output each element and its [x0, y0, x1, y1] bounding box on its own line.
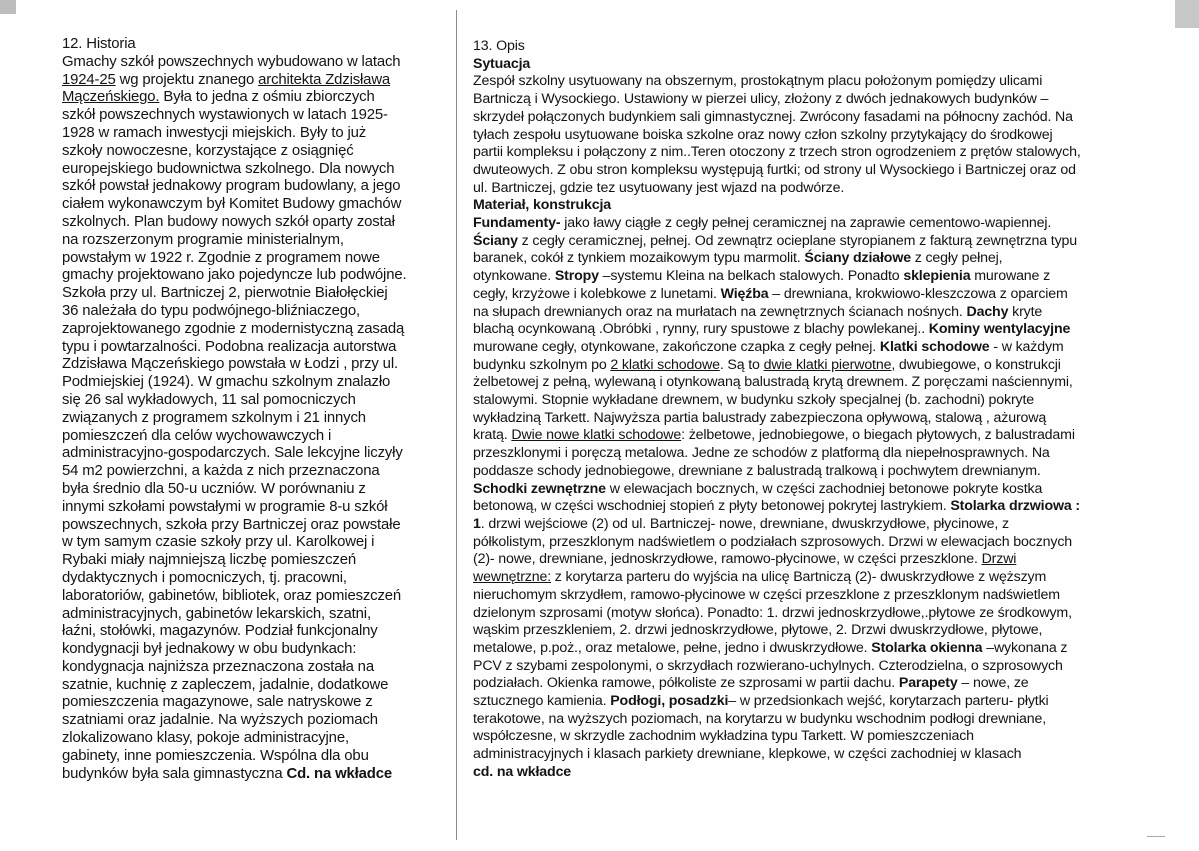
scan-mark	[1147, 828, 1165, 837]
text-segment: Bartniczą i Wysockiego. Ustawiony w pierzei ulicy, złożony z dwóch jednakowych budynków –	[473, 91, 1049, 108]
description-heading: 13. Opis	[473, 38, 525, 54]
text-line	[62, 392, 444, 410]
text-line	[62, 552, 444, 570]
history-section	[62, 36, 444, 783]
text-segment: przeszklonymi i poręczą metalowa. Jedne ze schodów z platformą dla niepełnosprawnych. Na	[473, 445, 1050, 462]
bold-term: Podłogi, posadzki	[610, 693, 729, 710]
text-line	[473, 357, 1163, 375]
text-segment: kratą.	[473, 427, 512, 444]
text-segment: administracyjnych, gabinetów lekarskich, szatni,	[62, 605, 371, 622]
text-segment: Gmachy szkół powszechnych wybudowano w latach	[62, 53, 401, 70]
text-line	[473, 764, 1163, 782]
text-segment: podziałach. Okienka ramowe, półkoliste ze szprosami w partii dachu.	[473, 675, 899, 692]
text-line	[62, 445, 444, 463]
bold-term: Ściany	[473, 232, 518, 249]
underlined-text: wewnętrzne:	[473, 569, 551, 586]
text-line	[473, 127, 1163, 145]
text-line	[62, 410, 444, 428]
text-segment: z cegły pełnej,	[910, 250, 1003, 267]
description-text	[473, 56, 1163, 782]
text-line	[62, 356, 444, 374]
text-segment: –wykonana z	[982, 639, 1068, 656]
text-segment: – nowe, ze	[957, 675, 1029, 692]
bold-term: Schodki zewnętrzne	[473, 480, 606, 497]
bold-term: Stolarka okienna	[871, 639, 983, 656]
text-segment: cegły, krzyżowe i kolebkowe z lunetami.	[473, 285, 721, 302]
text-segment: Podmiejskiej (1924). W gmachu szkolnym znalazło	[62, 374, 391, 391]
text-line	[473, 587, 1163, 605]
text-segment: szkół powstał jednakowy program budowlany, a jego	[62, 178, 401, 195]
text-segment: łaźni, stołówki, magazynów. Podział funkcjonalny	[62, 623, 378, 640]
text-segment: blachą ocynkowaną .Obróbki , rynny, rury spustowe z blachy powlekanej..	[473, 321, 929, 338]
bold-term: Cd. na wkładce	[286, 765, 392, 782]
text-segment: – drewniana, krokwiowo-kleszczowa z oparciem	[768, 285, 1068, 302]
text-segment: szatniami oraz jadalnie. Na wyższych poziomach	[62, 712, 378, 729]
text-line	[473, 427, 1163, 445]
text-segment: Rybaki miały najmniejszą liczbę pomieszczeń	[62, 552, 356, 569]
text-segment: z korytarza parteru do wyjścia na ulicę Bartniczą (2)- dwuskrzydłowe z węższym	[551, 569, 1047, 586]
text-line	[473, 658, 1163, 676]
text-segment: gabinety, inne pomieszczenia. Wspólna dla obu	[62, 747, 369, 764]
bold-term: Kominy wentylacyjne	[928, 321, 1071, 338]
text-line	[473, 728, 1163, 746]
text-segment: europejskiego budownictwa szkolnego. Dla nowych	[62, 160, 395, 177]
text-segment: skrzydeł połączonych budynkiem sali gimnastycznej. Zwrócony fasadami na północny zachód. Na	[473, 108, 1073, 125]
bold-term: Ściany działowe	[804, 250, 911, 267]
text-line	[473, 392, 1163, 410]
text-segment: wg projektu znanego	[115, 71, 259, 88]
text-line	[62, 570, 444, 588]
text-segment: żelbetowej z pełną, wylewaną i otynkowaną balustradą krytą drewnem. Z poręczami naściennymi,	[473, 374, 1073, 391]
text-segment: sztucznego kamienia.	[473, 693, 611, 710]
text-line	[62, 161, 444, 179]
scan-edge-shadow	[0, 0, 16, 14]
underlined-text: 1924-25	[62, 71, 116, 88]
text-line	[62, 125, 444, 143]
text-line	[62, 321, 444, 339]
text-line	[473, 339, 1163, 357]
text-segment: gmachy projektowano jako pojedyncze lub podwójne.	[62, 267, 407, 284]
text-line	[62, 54, 444, 72]
bold-term: Fundamenty-	[473, 215, 561, 232]
text-segment: na rozszerzonym programie ministerialnym,	[62, 231, 344, 248]
text-segment: . drzwi wejściowe (2) od ul. Bartniczej- nowe, drewniane, dwuskrzydłowe, płycinowe, z	[480, 515, 1009, 532]
text-segment: w elewacjach bocznych, w części zachodniej betonowe pokryte kostka	[605, 480, 1043, 497]
text-line	[62, 339, 444, 357]
text-segment: . Są to	[719, 356, 764, 373]
underlined-text: dwie klatki pierwotne,	[763, 356, 896, 373]
text-segment: –systemu Kleina na belkach stalowych. Ponadto	[598, 268, 904, 285]
text-segment: – w przedsionkach wejść, korytarzach parteru- płytki	[728, 693, 1049, 710]
text-line	[473, 640, 1163, 658]
text-line	[473, 268, 1163, 286]
text-segment: szatnie, kuchnię z zapleczem, jadalnie, dodatkowe	[62, 676, 389, 693]
text-line	[473, 534, 1163, 552]
text-segment: zaprojektowanego zgodnie z modernistyczną zasadą	[62, 320, 405, 337]
text-line	[473, 109, 1163, 127]
text-segment: Zdzisława Mączeńskiego powstała w Łodzi , przy ul.	[62, 356, 398, 373]
text-segment: murowane z	[970, 268, 1051, 285]
underlined-text: Dwie nowe klatki schodowe	[511, 427, 682, 444]
text-line	[62, 178, 444, 196]
text-segment: budynku szkolnym po	[473, 356, 611, 373]
text-line	[473, 233, 1163, 251]
text-line	[473, 162, 1163, 180]
text-segment: ciałem wykonawczym był Komitet Budowy gmachów	[62, 196, 402, 213]
text-line	[62, 694, 444, 712]
text-segment: Szkoła przy ul. Bartniczej 2, pierwotnie Białołęckiej	[62, 285, 388, 302]
text-line	[62, 285, 444, 303]
text-segment: się 26 sal wykładowych, 11 sal pomocniczych	[62, 391, 356, 408]
text-segment: zlokalizowano klasy, pokoje administracyjne,	[62, 730, 349, 747]
text-line	[62, 143, 444, 161]
text-segment: 54 m2 powierzchni, a każda z nich przeznaczona	[62, 463, 380, 480]
text-line	[473, 91, 1163, 109]
text-line	[62, 606, 444, 624]
history-heading: 12. Historia	[62, 36, 136, 52]
text-line	[473, 569, 1163, 587]
text-line	[62, 250, 444, 268]
text-line	[62, 712, 444, 730]
text-segment: typu i powtarzalności. Podobna realizacja autorstwa	[62, 338, 397, 355]
text-line	[473, 374, 1163, 392]
text-line	[473, 675, 1163, 693]
text-line	[62, 232, 444, 250]
text-line	[62, 107, 444, 125]
text-segment: dwuteowych. Z obu stron kompleksu występują furtki; od strony ul Wysockiego i Bartniczej oraz od	[473, 161, 1076, 178]
text-line	[473, 144, 1163, 162]
text-segment: powstałym w 1922 r. Zgodnie z programem nowe	[62, 249, 380, 266]
text-line	[473, 410, 1163, 428]
text-segment: 1928 w ramach inwestycji miejskich. Były to już	[62, 124, 367, 141]
text-line	[62, 89, 444, 107]
text-line	[62, 499, 444, 517]
text-segment: kondygnacja najniższa przeznaczona została na	[62, 658, 374, 675]
text-segment: : żelbetowe, jednobiegowe, o biegach płytowych, z balustradami	[681, 427, 1075, 444]
text-segment: baranek, cokół z tynkiem mozaikowym typu marmolit.	[473, 250, 805, 267]
underlined-text: Drzwi	[981, 551, 1017, 568]
text-segment: pomieszczeń dla celów wychowawczych i	[62, 427, 332, 444]
text-segment: kryte	[1008, 303, 1043, 320]
text-segment: metalowe, p.poż., oraz metalowe, pełne, jedno i dwuskrzydłowe.	[473, 639, 872, 656]
bold-term: Sytuacja	[473, 55, 531, 72]
text-line	[473, 180, 1163, 198]
text-segment: półkolistym, przeszklonym nadświetlem o podziałach szprosowych. Drzwi w elewacjach bocznych	[473, 533, 1073, 550]
text-segment: administracyjno-gospodarczych. Sale lekcyjne liczyły	[62, 445, 403, 462]
text-segment: tyłach zespołu usytuowane boiska szkolne oraz nowy człon szkolny przytykający do środkowej	[473, 126, 1053, 143]
text-segment: dydaktycznych i pomocniczych, tj. pracowni,	[62, 569, 347, 586]
text-line	[473, 445, 1163, 463]
text-line	[62, 303, 444, 321]
text-line	[62, 374, 444, 392]
text-line	[473, 304, 1163, 322]
text-segment: współczesne, w skrzydle zachodnim wykładzina typu Tarkett. W pomieszczeniach	[473, 728, 974, 745]
text-line	[473, 463, 1163, 481]
text-segment: dwubiegowe, o konstrukcji	[895, 356, 1061, 373]
text-segment: Była to jedna z ośmiu zbiorczych	[159, 89, 375, 106]
text-line	[62, 534, 444, 552]
bold-term: sklepienia	[903, 268, 971, 285]
text-line	[62, 641, 444, 659]
text-line	[473, 481, 1163, 499]
text-segment: wąskim przeszkleniem, 2. drzwi jednoskrzydłowe, płytowe, 2. Drzwi dwuskrzydłowe, płytowe,	[473, 622, 1043, 639]
text-line	[473, 551, 1163, 569]
text-line	[62, 623, 444, 641]
text-segment: laboratoriów, gabinetów, bibliotek, oraz pomieszczeń	[62, 587, 402, 604]
text-line	[473, 56, 1163, 74]
text-segment: kondygnacji był jednakowy w obu budynkach:	[62, 641, 357, 658]
underlined-text: 2 klatki schodowe	[610, 356, 720, 373]
description-section	[473, 38, 1163, 782]
text-line	[62, 517, 444, 535]
text-segment: partii kompleksu i połączony z nim..Teren otoczony z trzech stron ogrodzeniem z prętów stalowych,	[473, 144, 1081, 161]
text-segment: budynków była sala gimnastyczna	[62, 765, 287, 782]
bold-term: 1	[473, 515, 481, 532]
text-line	[473, 498, 1163, 516]
text-line	[62, 214, 444, 232]
text-segment: stalowymi. Stopnie wykładane drewnem, w budynku szkoły specjalnej (b. zachodni) pokryte	[473, 392, 1035, 409]
text-line	[473, 622, 1163, 640]
text-segment: na słupach drewnianych oraz na murłatach na zewnętrznych ścianach nośnych.	[473, 303, 967, 320]
text-segment: terakotowe, na wyższych poziomach, na korytarzu w budynku wschodnim podłogi drewniane,	[473, 710, 1047, 727]
text-segment: 36 należała do typu podwójnego-bliźniaczego,	[62, 302, 361, 319]
text-line	[62, 730, 444, 748]
text-line	[473, 605, 1163, 623]
bold-term: Więźba	[720, 285, 769, 302]
text-segment: otynkowane.	[473, 268, 555, 285]
scan-edge-shadow	[1175, 0, 1199, 28]
text-segment: nieruchomym skrzydłem, ramowo-płycinowe w części przeszklone z przeszklonym nadświetlem	[473, 586, 1060, 603]
text-line	[473, 73, 1163, 91]
text-segment: szkół powszechnych wystawionych w latach 1925-	[62, 107, 388, 124]
text-segment: PCV z szybami zespolonymi, o skrzydłach rozwierano-uchylnych. Czterodzielna, o szprosowych	[473, 657, 1063, 674]
text-line	[62, 428, 444, 446]
text-line	[62, 196, 444, 214]
text-line	[62, 72, 444, 90]
text-line	[62, 463, 444, 481]
text-line	[62, 481, 444, 499]
text-line	[473, 693, 1163, 711]
text-segment: pomieszczenia magazynowe, sale natryskowe z	[62, 694, 373, 711]
text-segment: murowane cegły, otynkowane, zakończone czapka z cegły pełnej.	[473, 338, 880, 355]
text-segment: poddasze schody jednobiegowe, drewniane z balustradą tralkową i pochwytem drewnianym.	[473, 462, 1041, 479]
bold-term: Klatki schodowe	[879, 338, 990, 355]
text-line	[473, 286, 1163, 304]
text-line	[62, 766, 444, 784]
text-segment: związanych z programem szkolnym i 21 innych	[62, 409, 366, 426]
text-segment: w tym samym czasie szkoły przy ul. Karolkowej i	[62, 534, 375, 551]
text-segment: szkoły nowoczesne, korzystające z osiągnięć	[62, 142, 354, 159]
bold-term: Parapety	[898, 675, 958, 692]
text-segment: betonową, w części wschodniej stopień z płyty betonowej pokrytej lastrykiem.	[473, 498, 951, 515]
history-text	[62, 54, 444, 784]
bold-term: Stolarka drzwiowa :	[950, 498, 1080, 515]
text-segment: powszechnych, szkoła przy Bartniczej oraz powstałe	[62, 516, 401, 533]
underlined-text: architekta Zdzisława	[258, 71, 391, 88]
text-line	[473, 516, 1163, 534]
text-line	[62, 748, 444, 766]
text-segment: z cegły ceramicznej, pełnej. Od zewnątrz ocieplane styropianem z fakturą zewnętrzna typu	[517, 232, 1077, 249]
text-line	[473, 215, 1163, 233]
text-segment: dzielonym szprosami (motyw słońca). Ponadto: 1. drzwi jednoskrzydłowe,.płytowe ze środkowym,	[473, 604, 1072, 621]
underlined-text: Mączeńskiego.	[62, 89, 160, 106]
bold-term: Materiał, konstrukcja	[473, 197, 611, 214]
text-segment: wykładziną Tarkett. Najwyższa partia balustrady zabezpieczona opływową, stalową , ażurową	[473, 409, 1047, 426]
text-line	[473, 250, 1163, 268]
text-line	[473, 746, 1163, 764]
bold-term: cd. na wkładce	[473, 763, 572, 780]
text-segment: (2)- nowe, drewniane, jednoskrzydłowe, ramowo-płycinowe, w części przeszklone.	[473, 551, 982, 568]
text-line	[62, 267, 444, 285]
text-segment: - w każdym	[989, 338, 1064, 355]
text-segment: ul. Bartniczej, gdzie tez usytuowany jest wjazd na podwórze.	[473, 179, 845, 196]
column-divider	[456, 10, 457, 840]
text-line	[473, 321, 1163, 339]
bold-term: Stropy	[554, 268, 599, 285]
text-line	[62, 659, 444, 677]
text-segment: administracyjnych i klasach parkiety drewniane, klepkowe, w części zachodniej w klasach	[473, 746, 1022, 763]
text-line	[473, 197, 1163, 215]
text-segment: Zespół szkolny usytuowany na obszernym, prostokątnym placu położonym pomiędzy ulicami	[473, 73, 1043, 90]
text-segment: jako ławy ciągłe z cegły pełnej ceramicznej na zaprawie cementowo-wapiennej.	[560, 215, 1052, 232]
bold-term: Dachy	[966, 303, 1009, 320]
text-line	[62, 588, 444, 606]
text-line	[62, 677, 444, 695]
text-line	[473, 711, 1163, 729]
text-segment: była średnio dla 50-u uczniów. W porównaniu z	[62, 480, 366, 497]
text-segment: szkolnych. Plan budowy nowych szkół oparty został	[62, 213, 395, 230]
text-segment: innymi szkołami powstałymi w programie 8-u szkół	[62, 498, 388, 515]
